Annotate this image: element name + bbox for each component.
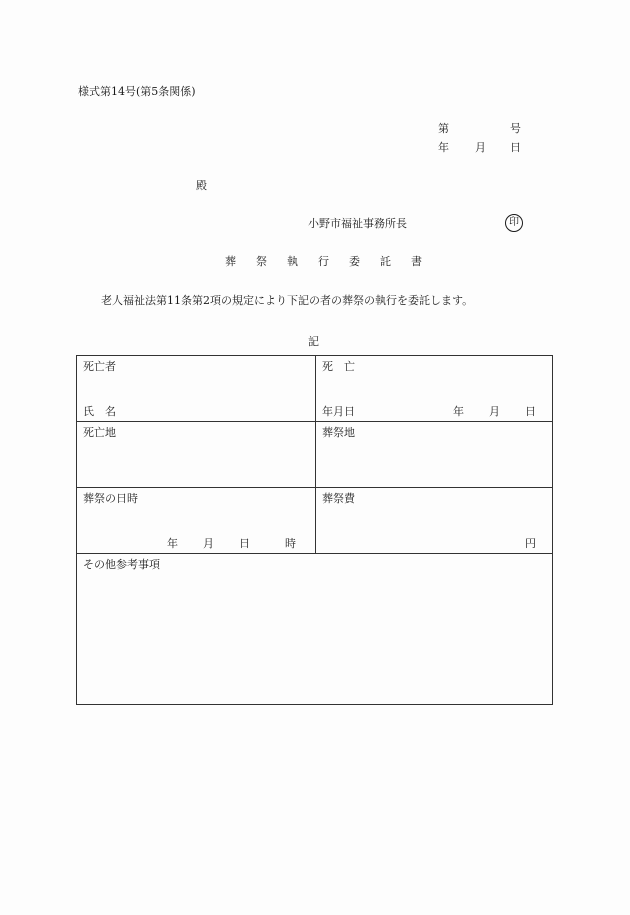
- place-of-death-label: 死亡地: [83, 426, 116, 439]
- table-row-divider: [77, 553, 552, 554]
- death-date-day: 日: [525, 405, 536, 418]
- funeral-datetime-day: 日: [239, 537, 250, 550]
- date-month: 月: [475, 141, 486, 154]
- issuer-title: 小野市福祉事務所長: [308, 217, 407, 230]
- funeral-datetime-hour: 時: [285, 537, 296, 550]
- addressee-suffix: 殿: [196, 179, 207, 192]
- death-date-label: 年月日: [322, 405, 355, 418]
- yen-unit: 円: [525, 537, 536, 550]
- funeral-datetime-year: 年: [167, 537, 178, 550]
- details-table: [76, 355, 553, 705]
- death-date-year: 年: [453, 405, 464, 418]
- date-year: 年: [438, 141, 449, 154]
- funeral-datetime-month: 月: [203, 537, 214, 550]
- document-title: 葬祭執行委託書: [225, 255, 442, 268]
- death-label: 死 亡: [322, 360, 355, 373]
- name-label: 氏 名: [83, 405, 116, 418]
- other-notes-label: その他参考事項: [83, 558, 160, 571]
- seal-mark: 印: [505, 214, 523, 232]
- deceased-label: 死亡者: [83, 360, 116, 373]
- form-number-label: 様式第14号(第5条関係): [78, 85, 196, 98]
- ki-heading: 記: [308, 335, 319, 348]
- date-day: 日: [510, 141, 521, 154]
- document-number-prefix: 第: [438, 122, 449, 135]
- funeral-cost-label: 葬祭費: [322, 492, 355, 505]
- document-number-suffix: 号: [510, 122, 521, 135]
- table-column-divider: [315, 356, 316, 553]
- funeral-place-label: 葬祭地: [322, 426, 355, 439]
- body-text: 老人福祉法第11条第2項の規定により下記の者の葬祭の執行を委託します。: [101, 294, 474, 307]
- funeral-datetime-label: 葬祭の日時: [83, 492, 138, 505]
- death-date-month: 月: [489, 405, 500, 418]
